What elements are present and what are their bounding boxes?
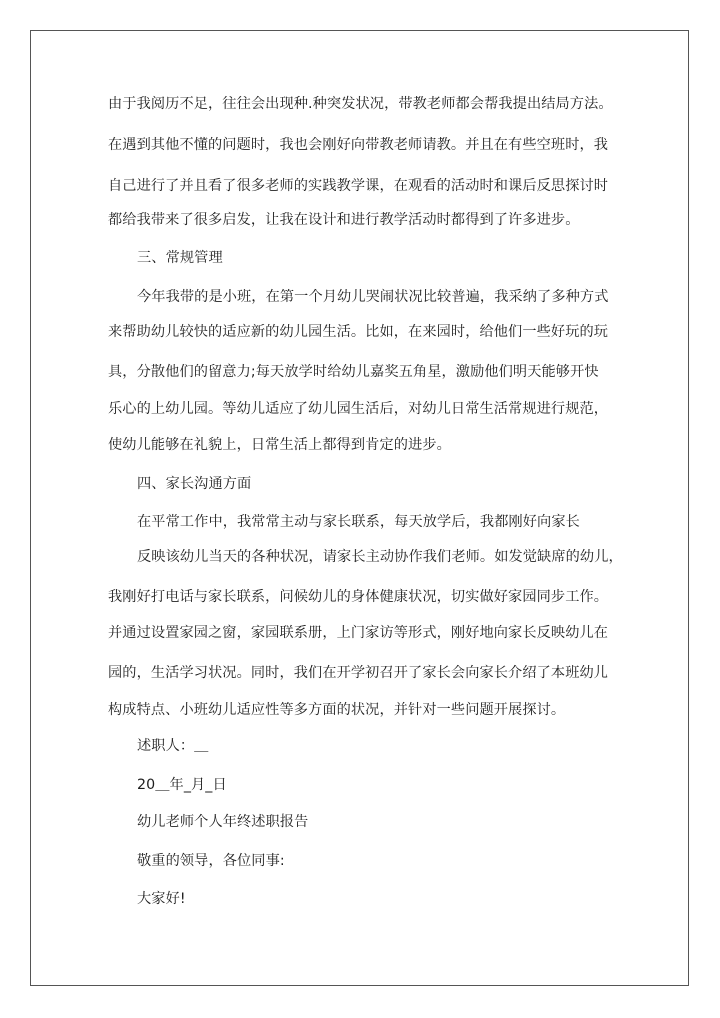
- body-line: 具，分散他们的留意力;每天放学时给幼儿嘉奖五角星，激励他们明天能够开快: [108, 364, 599, 380]
- greeting: 大家好!: [137, 891, 186, 907]
- body-line: 我刚好打电话与家长联系，问候幼儿的身体健康状况，切实做好家园同步工作。: [108, 589, 609, 605]
- body-line: 构成特点、小班幼儿适应性等多方面的状况，并针对一些问题开展探讨。: [108, 702, 566, 718]
- body-line: 自己进行了并且看了很多老师的实践教学课，在观看的活动时和课后反思探讨时: [108, 178, 609, 194]
- date-line: 20＿年_月_日: [137, 777, 227, 793]
- body-line: 今年我带的是小班，在第一个月幼儿哭闹状况比较普遍，我采纳了多种方式: [137, 289, 609, 305]
- page-border: [30, 30, 689, 986]
- body-line: 来帮助幼儿较快的适应新的幼儿园生活。比如，在来园时，给他们一些好玩的玩: [108, 324, 609, 340]
- body-line: 园的，生活学习状况。同时，我们在开学初召开了家长会向家长介绍了本班幼儿: [108, 665, 609, 681]
- body-line: 在平常工作中，我常常主动与家长联系，每天放学后，我都刚好向家长: [137, 514, 580, 530]
- body-line: 使幼儿能够在礼貌上，日常生活上都得到肯定的进步。: [108, 437, 451, 453]
- body-line: 由于我阅历不足，往往会出现种.种突发状况，带教老师都会帮我提出结局方法。: [108, 96, 613, 112]
- section-heading: 三、常规管理: [137, 250, 223, 266]
- document-title: 幼儿老师个人年终述职报告: [137, 814, 309, 830]
- body-line: 乐心的上幼儿园。等幼儿适应了幼儿园生活后，对幼儿日常生活常规进行规范，: [108, 401, 609, 417]
- body-line: 并通过设置家园之窗，家园联系册，上门家访等形式，刚好地向家长反映幼儿在: [108, 625, 609, 641]
- body-line: 在遇到其他不懂的问题时，我也会刚好向带教老师请教。并且在有些空班时，我: [108, 137, 609, 153]
- section-heading: 四、家长沟通方面: [137, 476, 252, 492]
- body-line: 都给我带来了很多启发，让我在设计和进行教学活动时都得到了许多进步。: [108, 212, 580, 228]
- body-line: 反映该幼儿当天的各种状况，请家长主动协作我们老师。如发觉缺席的幼儿，: [137, 549, 623, 565]
- salutation: 敬重的领导，各位同事:: [137, 853, 285, 869]
- reporter-line: 述职人：＿: [137, 738, 209, 754]
